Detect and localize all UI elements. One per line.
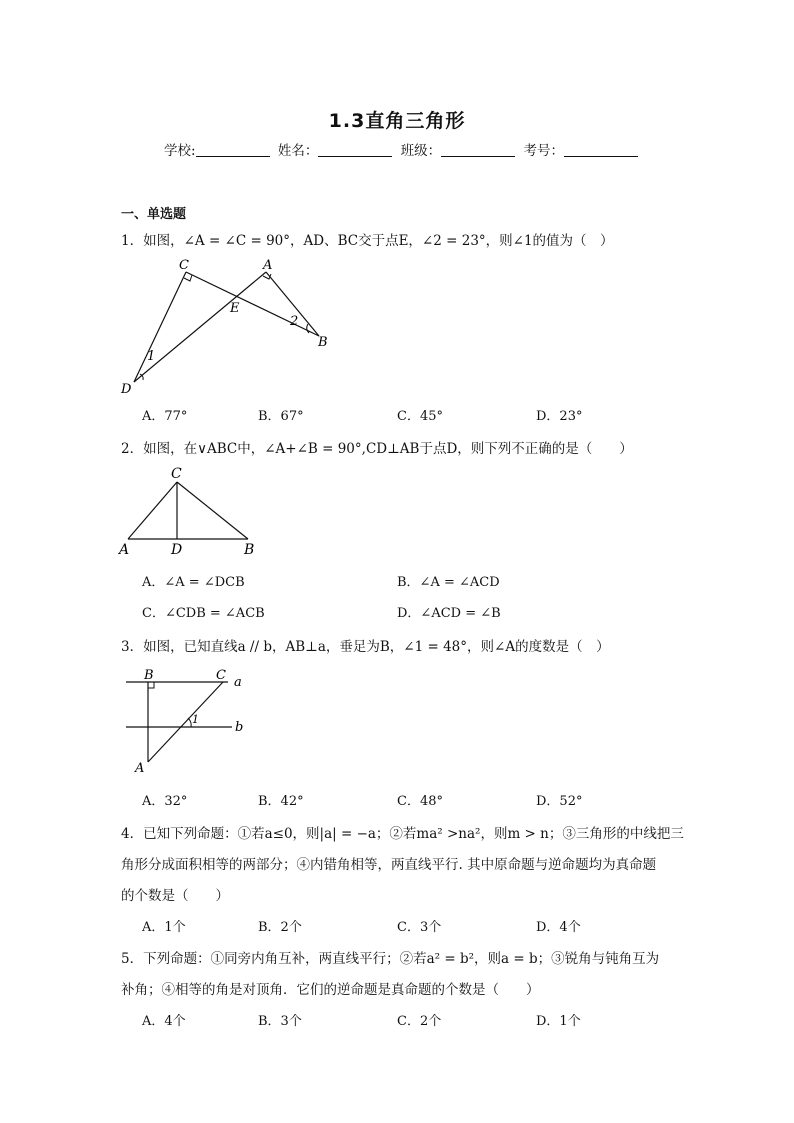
q3-option-a[interactable]: A．32° [142, 794, 188, 809]
q1-option-c[interactable]: C．45° [397, 409, 443, 424]
q3-option-b[interactable]: B．42° [258, 794, 304, 809]
q4-option-d[interactable]: D．4个 [536, 920, 581, 935]
q2-option-b[interactable]: B．∠A = ∠ACD [397, 575, 500, 590]
question-4-stem-line-3: 的个数是（ ） [121, 888, 229, 904]
q3-label-A: A [135, 761, 145, 776]
q2-label-C: C [171, 466, 182, 482]
q3-option-d[interactable]: D．52° [536, 794, 583, 809]
question-4-stem-line-2: 角形分成面积相等的两部分；④内错角相等，两直线平行. 其中原命题与逆命题均为真命题 [121, 857, 657, 873]
school-blank [196, 144, 270, 157]
class-blank [441, 144, 515, 157]
q5-option-b[interactable]: B．3个 [258, 1014, 302, 1029]
page-title: 1.3直角三角形 [328, 110, 466, 132]
q2-label-A: A [119, 542, 130, 558]
q1-option-a[interactable]: A．77° [142, 409, 188, 424]
q1-label-A: A [263, 258, 273, 273]
number-blank [564, 144, 638, 157]
q5-option-d[interactable]: D．1个 [536, 1014, 581, 1029]
q1-label-1: 1 [147, 349, 156, 364]
school-label: 学校: [164, 143, 196, 159]
q1-label-D: D [121, 382, 132, 397]
question-3-figure [120, 660, 250, 780]
q3-label-b: b [235, 720, 244, 735]
number-label: 考号： [523, 143, 564, 159]
question-2-stem: 2．如图，在∨ABC中，∠A+∠B = 90°,CD⊥AB于点D，则下列不正确的是（ ） [121, 441, 633, 457]
section-heading: 一、单选题 [121, 207, 187, 222]
q2-option-a[interactable]: A．∠A = ∠DCB [142, 575, 245, 590]
q5-option-c[interactable]: C．2个 [397, 1014, 442, 1029]
q1-label-E: E [230, 301, 240, 316]
q2-label-B: B [244, 542, 255, 558]
q5-option-a[interactable]: A．4个 [142, 1014, 186, 1029]
question-4-stem-line-1: 4．已知下列命题：①若a≤0，则|a| = −a；②若ma² >na²，则m > n；③三角形的中线把三 [121, 826, 684, 842]
question-1-figure [115, 252, 340, 397]
q4-option-c[interactable]: C．3个 [397, 920, 442, 935]
q3-label-B: B [144, 668, 154, 683]
q1-option-d[interactable]: D．23° [536, 409, 583, 424]
question-2-figure [113, 462, 268, 558]
name-label: 姓名： [277, 143, 319, 159]
q3-label-1: 1 [192, 713, 199, 726]
class-label: 班级： [400, 143, 442, 159]
q4-option-b[interactable]: B．2个 [258, 920, 302, 935]
q1-label-2: 2 [290, 314, 299, 329]
q2-option-c[interactable]: C．∠CDB = ∠ACB [142, 606, 265, 621]
q1-option-b[interactable]: B．67° [258, 409, 304, 424]
q3-label-a: a [234, 675, 242, 690]
question-3-stem: 3．如图，已知直线a // b，AB⊥a，垂足为B，∠1 = 48°，则∠A的度数是（ ） [121, 639, 610, 655]
q4-option-a[interactable]: A．1个 [142, 920, 186, 935]
question-5-stem-line-1: 5．下列命题：①同旁内角互补，两直线平行；②若a² = b²，则a = b；③锐角与钝角互为 [121, 951, 660, 967]
question-5-stem-line-2: 补角；④相等的角是对顶角．它们的逆命题是真命题的个数是（ ） [121, 982, 540, 998]
q1-label-B: B [318, 335, 328, 350]
q3-label-C: C [216, 668, 226, 683]
q1-label-C: C [179, 258, 189, 273]
question-1-stem: 1．如图，∠A = ∠C = 90°，AD、BC交于点E，∠2 = 23°，则∠1的值为（ ） [121, 233, 614, 249]
q2-option-d[interactable]: D．∠ACD = ∠B [397, 606, 501, 621]
student-info-line [164, 139, 642, 159]
q3-option-c[interactable]: C．48° [397, 794, 443, 809]
q2-label-D: D [171, 542, 183, 558]
name-blank [318, 144, 392, 157]
